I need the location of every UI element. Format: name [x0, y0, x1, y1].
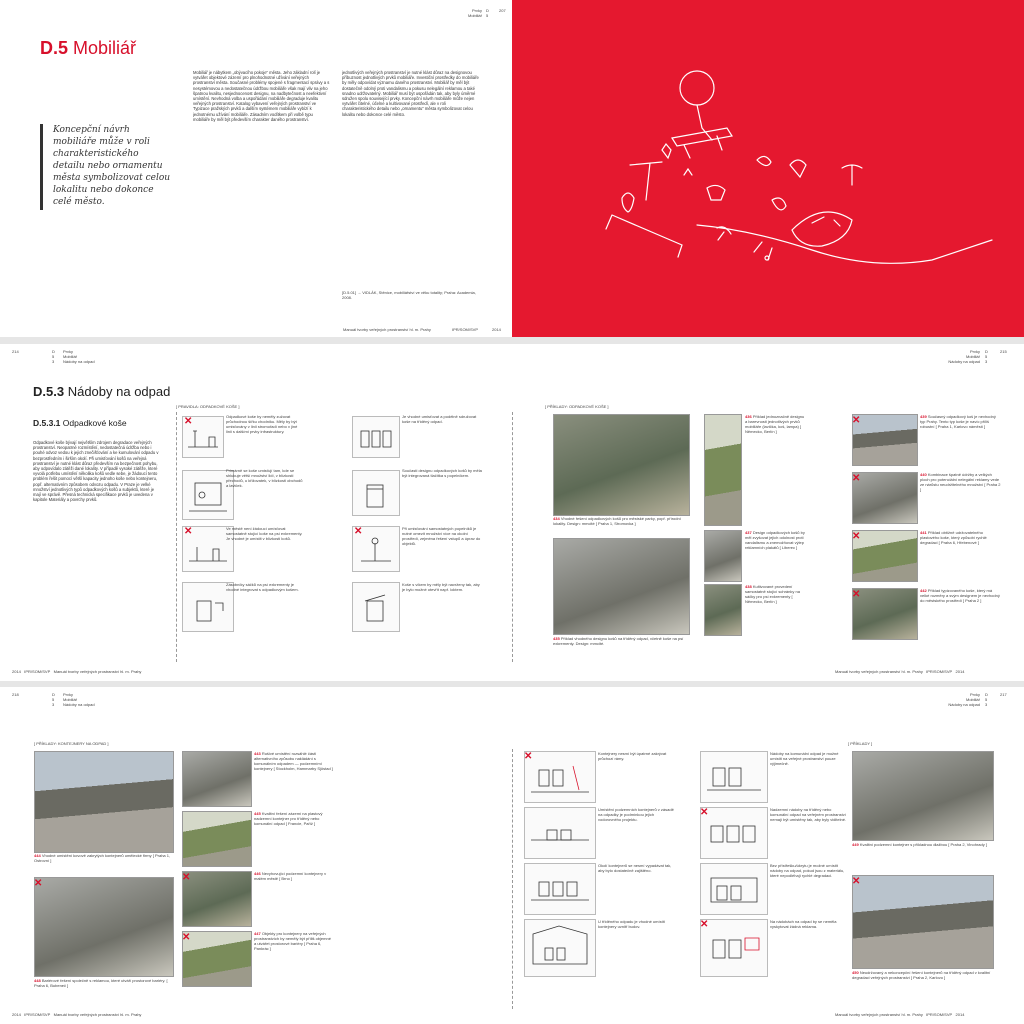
rule-sketch-15 [700, 863, 768, 915]
header-code-right: D 5 3 [985, 349, 988, 364]
header-code-left: D 5 3 [52, 349, 55, 364]
rule-text-12: U tříděného odpadu je vhodné umístit kontejnery uvnitř budov. [598, 919, 665, 929]
rule-text-16: Na nádobách na odpad by se neměla vyskytovat žádná reklama. [770, 919, 837, 929]
chapter-title: Mobiliář [73, 38, 137, 58]
spread-kontejnery [0, 687, 1024, 1024]
photo-446 [182, 871, 252, 927]
caption-443: 443 Rušivé umístění rozsáhlé části alternativního způsobu nakládání s komunálním odpadem — podzemními kontejnery [ Stockholm, Hammarby Sjöstad ] [254, 751, 333, 771]
footer-org: IPR/SOM/SVP [452, 327, 479, 332]
page-number-left: 218 [12, 692, 19, 697]
bad-example-icon: ✕ [852, 589, 861, 600]
spine-divider [512, 412, 513, 662]
bad-example-icon: ✕ [852, 531, 861, 542]
chapter-code: D.5 [40, 38, 69, 58]
bad-example-icon: ✕ [700, 919, 709, 930]
running-header-right: Prvky Mobiliář Nádoby na odpad [948, 692, 980, 707]
subsection-title: Odpadkové koše [62, 418, 127, 428]
rule-text-4: Současti designu odpadkových košů by měla být integrovaná tlačítka s popelníkem. [402, 468, 482, 478]
rule-sketch-12 [524, 919, 596, 977]
footer-right: Manuál tvorby veřejných prostranství hl. m. Prahy IPR/SOM/SVP 2014 [835, 1012, 965, 1017]
bad-example-icon: ✕ [852, 473, 861, 484]
footnote: [D.5.01] → VIDLÁK, Stěnice, mobiliářství ve věku totality; Praha: Academia, 2008. [342, 290, 476, 300]
running-header-left: Prvky Mobiliář Nádoby na odpad [63, 692, 95, 707]
footer-left: 2014 IPR/SOM/SVP Manuál tvorby veřejných prostranství hl. m. Prahy [12, 1012, 142, 1017]
footer-text: Manuál tvorby veřejných prostranství hl. m. Prahy [343, 327, 431, 332]
rule-text-7: Zásobníky sáčků na psí exkrementy je vhodné integrovat s odpadkovým košem. [226, 582, 299, 592]
photo-450 [852, 875, 994, 969]
photo-449 [852, 751, 994, 841]
header-code-right: D 5 3 [985, 692, 988, 707]
rule-sketch-13 [700, 751, 768, 803]
chapter-heading [40, 38, 136, 58]
bad-example-icon: ✕ [184, 526, 193, 537]
section-heading [33, 384, 170, 399]
page-number-right: 217 [1000, 692, 1007, 697]
bad-example-icon: ✕ [34, 878, 43, 889]
rule-text-10: Umístění podzemních kontejnerů v zásadě na odpadky je podmínkou jejich vodorovného projektu. [598, 807, 674, 822]
photo-444 [34, 751, 174, 853]
caption-436: 436 Příklad jednoznačně designu a barevnosti jednotlivých prvků mobiliáře (lavička, koš, lampa) [ Německo, Berlín ] [745, 414, 805, 434]
pull-quote: Koncepční návrh mobiliáře může v roli charakteristického detailu nebo ornamentu města symbolizovat celou lokalitu nebo dokonce celé město. [53, 125, 171, 207]
photo-447 [182, 931, 252, 987]
caption-449: 449 Kvalitní podzemní kontejner s příkladnou dlažbou [ Praha 2, Vinohrady ] [852, 842, 987, 847]
photo-438 [704, 584, 742, 636]
bad-example-icon: ✕ [184, 416, 193, 427]
spread-nadoby-na-odpad [0, 344, 1024, 681]
header-code: D 5 [486, 8, 489, 18]
rule-sketch-11 [524, 863, 596, 915]
body-column-1: Mobiliář je nábytkem „obývacího pokoje“ města. Jeho základní rolí je vytvářet objektové zázemí pro plnohodnotné užívání veřejných prostranství města. Současné problémy spojené s fragmentací správy a s nesystémovou a nedostatečnou údržbou mobiliáře však mají vliv na jeho špatnou kvalitu, nesjednocenost designu, na nadbytečnost a neefektivní umístění. Nevhodná volba a uspořádání mobiliáře degraduje kvalitu veřejných prostranství. Katalog vybavení veřejných prostranství ve Typizace pražských prvků a dalším systémem mobiliáře vybízí k jednotnému užívání mobiliáře. Zásadním vodítkem při volbě typu mobiliáře by měl být především charakter daného prostranství. [193, 70, 330, 122]
rule-text-14: Nadzemní nádoby na tříděný nebo komunální odpad na veřejném prostranství nemají být umístěny tak, aby byly viditelné. [770, 807, 847, 822]
section-code: D.5.3 [33, 384, 65, 399]
page-number-left: 214 [12, 349, 19, 354]
caption-444: 444 Vhodné umístění kovově zakrytých kontejnerů umělecké firmy [ Praha 1, Ostrovní ] [34, 853, 171, 863]
rule-text-11: Okolí kontejnerů se nesmí vypadávat tak, aby bylo dostatečně zajištěno. [598, 863, 672, 873]
caption-450: 450 Neudržovaný a nekoncepční řešení kontejnerů na tříděný odpad v kvalitní degradaci veřejných prostranství [ Praha 2, Karlovo ] [852, 970, 991, 980]
mobiliar-line-illustration [512, 0, 1024, 337]
photo-435 [553, 538, 690, 635]
photo-439 [852, 414, 918, 466]
caption-442: 442 Příklad typizovaného koše, který má velké rozměry a svým designem je nevhodný do městského prostředí [ Praha 2 ] [920, 588, 1000, 603]
photo-443 [182, 751, 252, 807]
bad-example-icon: ✕ [182, 932, 191, 943]
caption-448: 448 Bariérové řešení společně s reklamou, které utváří prostorové bariéry. [ Praha 6, Bubeneč ] [34, 978, 168, 988]
photo-441 [852, 530, 918, 582]
rule-text-6: Při umisťování samostatných popelníků je nutné omezit množství více na okolní prostředí, zejména řešení vstupů a úprav do objektů. [402, 526, 481, 546]
caption-439: 439 Současný odpadkový koš je nevhodný typ Prahy. Tento typ koše je navíc příliš robustní [ Praha 1, Karlovo náměstí ] [920, 414, 996, 429]
rule-text-3: Primárně se koše umisťují tam, kde se shlukuje větší množství lidí, v blízkosti přechodů, u křižovatek, v blízkosti obchodů a laviček. [226, 468, 303, 488]
page-number-right: 215 [1000, 349, 1007, 354]
spine-divider [512, 749, 513, 1009]
footer-left: 2014 IPR/SOM/SVP Manuál tvorby veřejných prostranství hl. m. Prahy [12, 669, 142, 674]
photo-440 [852, 472, 918, 524]
caption-445: 445 Kvalitní řešení zázemí na plastový nadzemní kontejner pro tříděný nebo komunální odpad [ Francie, Paříž ] [254, 811, 323, 826]
photo-437 [704, 530, 742, 582]
running-header: Prvky Mobiliář [467, 8, 482, 18]
examples-tag-right: [ PŘÍKLADY ] [848, 741, 873, 746]
section-title: Nádoby na odpad [67, 384, 171, 399]
spread-mobiliar [0, 0, 1024, 337]
bad-example-icon: ✕ [524, 751, 533, 762]
bad-example-icon: ✕ [852, 415, 861, 426]
section-body: Odpadkové koše bývají největším zdrojem degradace veřejných prostranství. Neopatrné rozmístění, nedostatečná údržba nebo i pouhé odvoz vedou k jejich znečišťování a ke kumulování odpadu v bezprostředním i širším okolí. Při umisťování košů na veřejná prostranství je nutné klást důraz především na bezpečnost pohybu, aby odpovídalo zátěži dané lokality. V případě vysoké zátěže, které vyvolá potřebu umístění několika košů vedle sebe, je žádoucí tento problém řešit pomocí větší kapacity jednoho koše nebo kontejneru, popř. alternativním způsobem odvozu odpadu. V Praze je velké množství jednotlivých typů odpadkových košů a subjektů, které je mají ve správě. Přesná technická specifikace prvků je uvedena v kapitole Materiály a povrchy prvků. [33, 440, 159, 503]
footer-right: Manuál tvorby veřejných prostranství hl. m. Prahy IPR/SOM/SVP 2014 [835, 669, 965, 674]
running-header-right: Prvky Mobiliář Nádoby na odpad [948, 349, 980, 364]
examples-tag: [ PŘÍKLADY: ODPADKOVÉ KOŠE ] [545, 404, 609, 409]
quote-rule [40, 124, 43, 210]
rules-tag: [ PRAVIDLA: ODPADKOVÉ KOŠE ] [176, 404, 240, 409]
caption-437: 437 Design odpadkových košů by měl zvyšovat jejich odolnost proti vandalismu a znemožňovat výlep reklamních plakátů [ Liberec ] [745, 530, 805, 550]
caption-440: 440 Kombinace špatně údržby a velkých ploch pro potenciální nelegální reklamy vede ze nárůstu neudržitelného množství [ Praha 2 ] [920, 472, 1001, 492]
caption-438: 438 Kultivované provedení samostatně stojící schránky na sáčky pro psí exkrementy [ Německo, Berlín ] [745, 584, 800, 604]
rules-divider [176, 412, 177, 662]
rule-sketch-4 [352, 470, 400, 516]
rule-sketch-10 [524, 807, 596, 859]
rule-sketch-2 [352, 416, 400, 458]
photo-448 [34, 877, 174, 977]
examples-tag: [ PŘÍKLADY: KONTEJNERY NA ODPAD ] [34, 741, 109, 746]
caption-441: 441 Příklad obtížně udržovatelného plastového koše, který způsobí rychlé degradaci [ Praha 6, Hřebenové ] [920, 530, 987, 545]
rule-text-13: Nádoby na komunální odpad je možné umístit na veřejné prostranství pouze výjimečně. [770, 751, 839, 766]
photo-434 [553, 414, 690, 516]
bad-example-icon: ✕ [700, 807, 709, 818]
running-header-left: Prvky Mobiliář Nádoby na odpad [63, 349, 95, 364]
bad-example-icon: ✕ [354, 526, 363, 537]
rule-sketch-16 [700, 919, 768, 977]
photo-442 [852, 588, 918, 640]
rule-text-8: Koše s víkem by měly být navrženy tak, aby je bylo možné otevřít např. loktem. [402, 582, 480, 592]
rule-text-5: Ve městě není žádoucí umísťovat samostatně stojící koše na psí exkrementy. Je vhodné je umístit v blízkosti košů. [226, 526, 303, 541]
rule-text-2: Je vhodné umisťovat a podélně sdružovat koše na tříděný odpad. [402, 414, 477, 424]
footer-year: 2014 [492, 327, 501, 332]
page-number: 207 [499, 8, 506, 13]
illustration-panel [512, 0, 1024, 337]
rule-text-1: Odpadkové koše by neměly zužovat průchodnou šířku chodníku. Měly by být umisťovány v linii stromořadí nebo v jiné linii s dalšími prvky infrastruktury. [226, 414, 298, 434]
body-column-2: jednotlivých veřejných prostranství je nutné klást důraz na designovou příbuznost jednotlivých prvků mobiliáře. Investiční prostředky do mobiliáře by měly odpovídat významu daného prostranství. Mobiliář by měl být dostatečně odolný proti vandalismu a pokusu nelegální reklamou a také snadno udržovatelný. Mobiliář musí být uspořádán tak, aby byly úměrné sdružen spolu související prvky. Koncepční návrh mobiliáře může nejen vytvářet čitelné, účelné a kultivované prostředí, ale v roli charakteristického detailu nebo „ornamentu“ města symbolizovat celou lokalitu nebo dokonce celé město. [342, 70, 479, 117]
rule-sketch-8 [352, 582, 400, 632]
bad-example-icon: ✕ [852, 876, 861, 887]
rule-text-15: Bez přístřešku/úkrytu je možné umístit nádoby na odpad, pokud jsou z materiálu, které nepodléhají rychlé degradaci. [770, 863, 845, 878]
bad-example-icon: ✕ [182, 872, 191, 883]
photo-436 [704, 414, 742, 526]
rule-sketch-9 [524, 751, 596, 803]
rule-text-9: Kontejnery nesmí být úpatrné zakrývat průchozí rámy. [598, 751, 667, 761]
caption-435: 435 Příklad vhodného designu košů na tříděný odpad, včetně koše na psí exkrementy. Design: mmcité. [553, 636, 684, 646]
subsection-heading [33, 418, 127, 428]
caption-447: 447 Objekty pro kontejnery na veřejných prostranstvích by neměly být příliš objemné a utvářet prostorové bariéry [ Praha 6, Pankrác ] [254, 931, 331, 951]
photo-445 [182, 811, 252, 867]
caption-446: 446 Nevyhovující podzemní kontejnery v malém městě [ Brno ] [254, 871, 327, 881]
rule-sketch-14 [700, 807, 768, 859]
subsection-code: D.5.3.1 [33, 418, 61, 428]
caption-434: 434 Vhodné řešení odpadkových košů pro městské parky, popř. přírodní lokality. Design: mmcité [ Praha 1, Stromovka ] [553, 516, 681, 526]
header-code-left: D 5 3 [52, 692, 55, 707]
